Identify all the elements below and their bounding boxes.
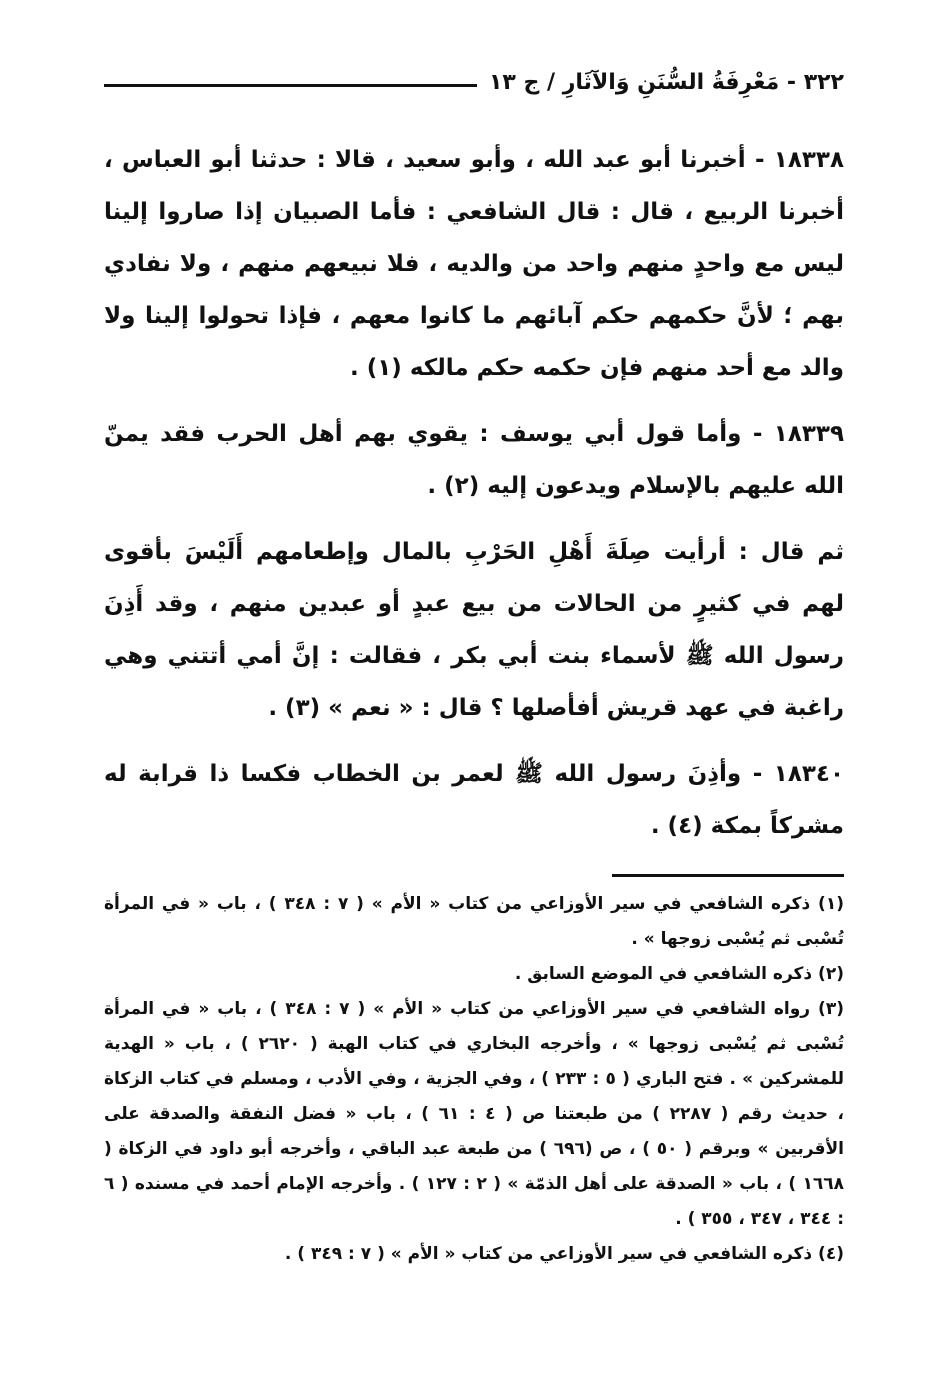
- page-header: [104, 60, 844, 104]
- header-rule: [104, 84, 477, 87]
- footnote-1: (١) ذكره الشافعي في سير الأوزاعي من كتاب « الأم » ( ٧ : ٣٤٨ ) ، باب « في المرأة تُسْبى ثم يُسْبى زوجها » .: [104, 894, 845, 949]
- main-text: [104, 134, 844, 852]
- footnotes: [104, 887, 844, 1272]
- footnote-3: (٣) رواه الشافعي في سير الأوزاعي من كتاب « الأم » ( ٧ : ٣٤٨ ) ، باب « في المرأة تُسْبى ثم يُسْبى زوجها » ، وأخرجه البخاري في كتاب الهبة ( ٢٦٢٠ ) ، باب « الهدية للمشركين » . فتح الباري ( ٥ : ٢٣٣ ) ، وفي الجزية ، وفي الأدب ، ومسلم في كتاب الزكاة ، حديث رقم ( ٢٢٨٧ ) من طبعتنا ص ( ٤ : ٦١ ) ، باب « فضل النفقة والصدقة على الأقربين » وبرقم ( ٥٠ ) ، ص (٦٩٦ ) من طبعة عبد الباقي ، وأخرجه أبو داود في الزكاة ( ١٦٦٨ ) ، باب « الصدقة على أهل الذمّة » ( ٢ : ١٢٧ ) . وأخرجه الإمام أحمد في مسنده ( ٦ : ٣٤٤ ، ٣٤٧ ، ٣٥٥ ) .: [104, 999, 845, 1229]
- paragraph-18339: ١٨٣٣٩ - وأما قول أبي يوسف : يقوي بهم أهل الحرب فقد يمنّ الله عليهم بالإسلام ويدعون إليه (٢) .: [104, 421, 844, 499]
- document-page: [104, 60, 844, 1360]
- footnote-separator: [612, 874, 844, 877]
- paragraph-18338: ١٨٣٣٨ - أخبرنا أبو عبد الله ، وأبو سعيد ، قالا : حدثنا أبو العباس ، أخبرنا الربيع ، قال : قال الشافعي : فأما الصبيان إذا صاروا إلينا ليس مع واحدٍ منهم واحد من والديه ، فلا نبيعهم منهم ، ولا نفادي بهم ؛ لأنَّ حكمهم حكم آبائهم ما كانوا معهم ، فإذا تحولوا إلينا ولا والد مع أحد منهم فإن حكمه حكم مالكه (١) .: [104, 147, 844, 381]
- footnote-4: (٤) ذكره الشافعي في سير الأوزاعي من كتاب « الأم » ( ٧ : ٣٤٩ ) .: [284, 1244, 844, 1264]
- paragraph-continuation: ثم قال : أرأيت صِلَةَ أَهْلِ الحَرْبِ بالمال وإطعامهم أَلَيْسَ بأقوى لهم في كثيرٍ من الحالات من بيع عبدٍ أو عبدين منهم ، وقد أَذِنَ رسول الله ﷺ لأسماء بنت أبي بكر ، فقالت : إنَّ أمي أتتني وهي راغبة في عهد قريش أفأصلها ؟ قال : « نعم » (٣) .: [104, 539, 844, 721]
- running-header-title: ٣٢٢ - مَعْرِفَةُ السُّنَنِ وَالآثَارِ / ج ١٣: [488, 69, 844, 95]
- paragraph-18340: ١٨٣٤٠ - وأذِنَ رسول الله ﷺ لعمر بن الخطاب فكسا ذا قرابة له مشركاً بمكة (٤) .: [104, 761, 844, 839]
- footnote-2: (٢) ذكره الشافعي في الموضع السابق .: [514, 964, 844, 984]
